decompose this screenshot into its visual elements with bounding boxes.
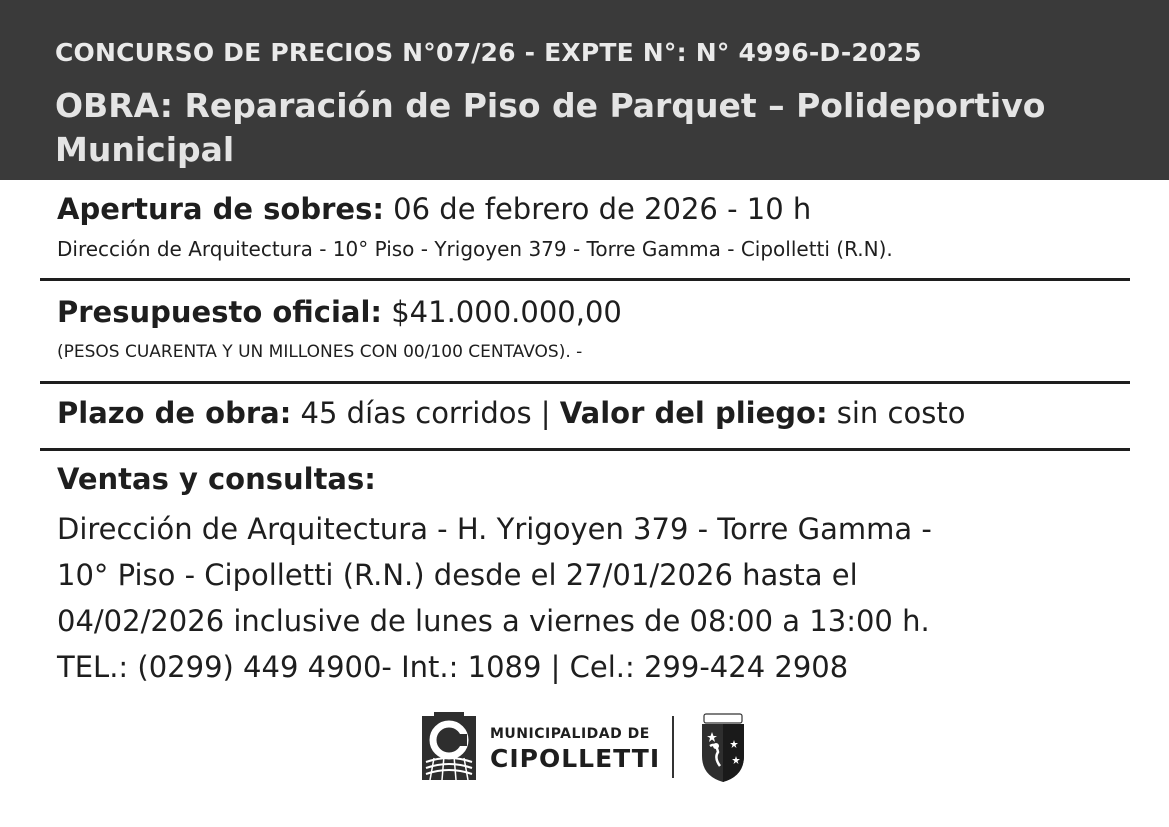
presupuesto-row [57,295,622,329]
ventas-line: TEL.: (0299) 449 4900- Int.: 1089 | Cel.: 299-424 2908 [57,650,849,684]
ventas-line: 10° Piso - Cipolletti (R.N.) desde el 27/01/2026 hasta el [57,558,858,592]
concurso-title: CONCURSO DE PRECIOS N°07/26 - EXPTE N°: N° 4996-D-2025 [55,38,922,67]
divider [40,278,1130,281]
plazo-row [57,396,965,430]
presupuesto-label: Presupuesto oficial: [57,295,383,329]
divider [40,381,1130,384]
header-banner [0,0,1169,180]
logo-separator [672,716,674,778]
ventas-details [57,506,1137,690]
presupuesto-words: (PESOS CUARENTA Y UN MILLONES CON 00/100 CENTAVOS). - [57,342,583,362]
coat-of-arms-icon [696,712,750,784]
logo-text-municipalidad: MUNICIPALIDAD DE [490,726,650,742]
presupuesto-value: $41.000.000,00 [382,295,622,329]
logo-text-cipolletti: CIPOLLETTI [490,744,661,773]
apertura-value: 06 de febrero de 2026 - 10 h [383,192,812,226]
cipolletti-c-logo-icon [420,710,478,782]
apertura-address: Dirección de Arquitectura - 10° Piso - Yrigoyen 379 - Torre Gamma - Cipolletti (R.N). [57,237,893,261]
obra-title: OBRA: Reparación de Piso de Parquet – Polideportivo Municipal [55,86,1046,169]
ventas-line: Dirección de Arquitectura - H. Yrigoyen 379 - Torre Gamma - [57,512,932,546]
plazo-label: Plazo de obra: [57,396,292,430]
plazo-value: 45 días corridos | [291,396,560,430]
pliego-value: sin costo [827,396,966,430]
divider [40,448,1130,451]
apertura-row [57,192,811,226]
pliego-label: Valor del pliego: [559,396,828,430]
apertura-label: Apertura de sobres: [57,192,384,226]
ventas-line: 04/02/2026 inclusive de lunes a viernes de 08:00 a 13:00 h. [57,604,930,638]
ventas-label: Ventas y consultas: [57,462,376,496]
